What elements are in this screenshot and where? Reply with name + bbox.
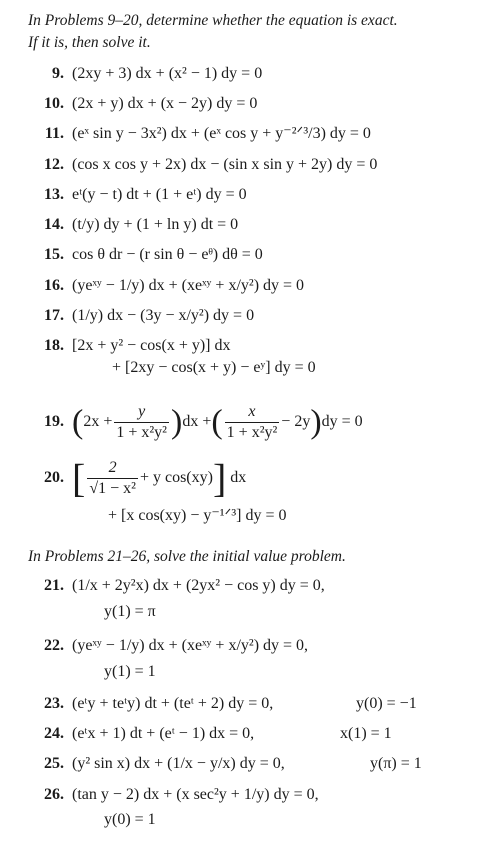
problem-number: 16. — [44, 277, 64, 294]
problem-number: 11. — [44, 125, 64, 142]
problem-number: 17. — [44, 307, 64, 324]
fraction: $\frac{2}{\text{√1 − x²}}$ — [89, 459, 136, 497]
problem-number: 15. — [44, 246, 64, 263]
fraction: $\frac{x}{\text{1 + x²y²}}$ — [226, 403, 278, 441]
problem-9 — [28, 64, 483, 84]
problem-22-initial-condition: y(1) = 1 — [104, 663, 156, 680]
problem-26-initial-condition: y(0) = 1 — [104, 811, 156, 828]
problem-number: 12. — [44, 156, 64, 173]
right-paren: ) — [310, 403, 322, 441]
problem-12 — [28, 155, 483, 175]
problem-number: 24. — [44, 725, 64, 742]
problem-number: 20. — [44, 469, 64, 487]
problem-24-initial-condition: x(1) = 1 — [340, 725, 392, 742]
problem-equation: [ $\frac{2}{\text{√1 − x²}}$ + y cos(xy)] dx — [72, 455, 247, 501]
problem-equation: (t/y) dy + (1 + ln y) dt = 0 — [72, 216, 239, 233]
problem-number: 19. — [44, 413, 64, 431]
problem-number: 10. — [44, 95, 64, 112]
problem-17 — [28, 306, 483, 326]
problem-25-initial-condition: y(π) = 1 — [370, 755, 422, 772]
problem-20-continuation: + [x cos(xy) − y⁻¹ᐟ³] dy = 0 — [108, 507, 287, 524]
problem-equation: eᵗ(y − t) dt + (1 + eᵗ) dy = 0 — [72, 186, 247, 203]
problem-26 — [28, 785, 483, 805]
intro-line-2: If it is, then solve it. — [28, 34, 151, 51]
problem-equation: (1/y) dx − (3y − x/y²) dy = 0 — [72, 307, 255, 324]
problem-21-initial-condition: y(1) = π — [104, 603, 156, 620]
problem-equation: (eᵗx + 1) dt + (eᵗ − 1) dx = 0, — [72, 725, 255, 742]
problem-18 — [28, 336, 483, 356]
problem-number: 23. — [44, 695, 64, 712]
problem-number: 25. — [44, 755, 64, 772]
problem-number: 14. — [44, 216, 64, 233]
intro-line-1: In Problems 9–20, determine whether the equation is exact. — [28, 12, 398, 29]
problem-14 — [28, 215, 483, 235]
problem-24 — [28, 724, 483, 744]
problem-16 — [28, 276, 483, 296]
left-paren: ( — [211, 403, 223, 441]
problem-equation: cos θ dr − (r sin θ − eᶿ) dθ = 0 — [72, 246, 263, 263]
problem-18-continuation: + [2xy − cos(x + y) − eʸ] dy = 0 — [112, 359, 316, 376]
section-intro-ivp: In Problems 21–26, solve the initial value problem. — [28, 548, 346, 565]
problem-equation: (2xy + 3) dx + (x² − 1) dy = 0 — [72, 65, 263, 82]
problem-21 — [28, 576, 483, 596]
problem-equation: (y² sin x) dx + (1/x − y/x) dy = 0, — [72, 755, 285, 772]
problem-equation: (tan y − 2) dx + (x sec²y + 1/y) dy = 0, — [72, 786, 319, 803]
problem-number: 26. — [44, 786, 64, 803]
problem-number: 21. — [44, 577, 64, 594]
problem-22 — [28, 636, 483, 656]
problem-13 — [28, 185, 483, 205]
problem-number: 18. — [44, 337, 64, 354]
problem-number: 9. — [52, 65, 64, 82]
problem-23-initial-condition: y(0) = −1 — [356, 695, 417, 712]
right-paren: ) — [170, 403, 183, 441]
problem-11 — [28, 124, 483, 144]
problem-equation: (eᵗy + teᵗy) dt + (teᵗ + 2) dy = 0, — [72, 695, 274, 712]
problem-equation: (2x + $\frac{y}{\text{1 + x²y²}}$ )dx +( $\frac{x}{\text{1 + x²y²}}$ − 2y)dy = 0 — [72, 403, 363, 441]
left-bracket: [ — [72, 455, 86, 501]
problem-20 — [28, 455, 483, 501]
problem-equation: (cos x cos y + 2x) dx − (sin x sin y + 2y) dy = 0 — [72, 156, 378, 173]
problem-19 — [28, 402, 483, 443]
problem-equation: (eˣ sin y − 3x²) dx + (eˣ cos y + y⁻²ᐟ³/3) dy = 0 — [72, 125, 371, 142]
problem-equation: (2x + y) dx + (x − 2y) dy = 0 — [72, 95, 258, 112]
problem-number: 13. — [44, 186, 64, 203]
problem-15 — [28, 245, 483, 265]
left-paren: ( — [72, 403, 84, 441]
problem-10 — [28, 94, 483, 114]
right-bracket: ] — [212, 455, 227, 501]
problem-equation: (yeˣʸ − 1/y) dx + (xeˣʸ + x/y²) dy = 0 — [72, 277, 305, 294]
section-intro-exact — [28, 10, 478, 54]
problem-equation: [2x + y² − cos(x + y)] dx — [72, 337, 231, 354]
problem-number: 22. — [44, 637, 64, 654]
problem-equation: (1/x + 2y²x) dx + (2yx² − cos y) dy = 0, — [72, 577, 325, 594]
fraction: $\frac{y}{\text{1 + x²y²}}$ — [116, 403, 167, 441]
problem-equation: (yeˣʸ − 1/y) dx + (xeˣʸ + x/y²) dy = 0, — [72, 637, 309, 654]
